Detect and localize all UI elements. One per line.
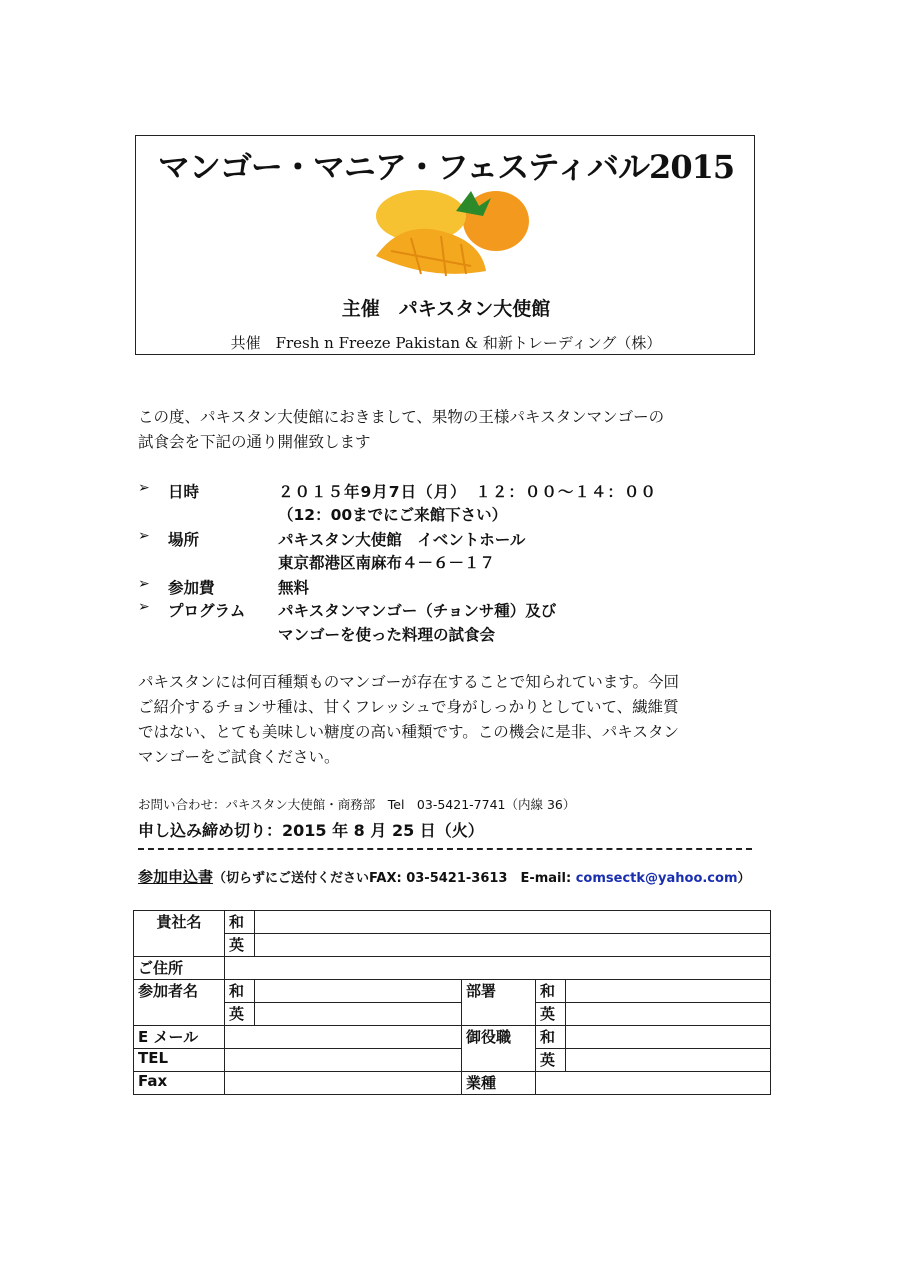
label-email: E メール — [134, 1026, 225, 1049]
mango-image — [361, 186, 531, 281]
description — [138, 670, 679, 770]
description-line: ではない、とても美味しい糖度の高い種類です。この機会に是非、パキスタン — [138, 723, 679, 741]
intro-line: 試食会を下記の通り開催致します — [138, 433, 371, 451]
arrow-icon: ➢ — [138, 576, 150, 592]
label-jp: 和 — [225, 980, 255, 1003]
label-participant: 参加者名 — [134, 980, 225, 1026]
detail-label: 参加費 — [168, 579, 215, 597]
field-industry[interactable] — [536, 1072, 771, 1095]
application-title: 参加申込書 — [138, 868, 214, 886]
application-form — [133, 910, 771, 1095]
contact: お問い合わせ：パキスタン大使館・商務部 Tel 03-5421-7741（内線 36） — [138, 797, 576, 812]
detail-label: プログラム — [168, 602, 246, 620]
detail-value: （12：00までにご来館下さい） — [278, 506, 508, 524]
field-department-jp[interactable] — [566, 980, 771, 1003]
application-note: （切らずにご送付くださいFAX: 03-5421-3613 E-mail: — [213, 871, 576, 886]
cut-line — [138, 848, 752, 850]
detail-value: マンゴーを使った料理の試食会 — [278, 626, 496, 644]
host: 主催 パキスタン大使館 — [341, 298, 551, 320]
paren-close: ） — [737, 871, 751, 886]
label-jp: 和 — [536, 1026, 566, 1049]
label-fax: Fax — [134, 1072, 225, 1095]
description-line: ご紹介するチョンサ種は、甘くフレッシュで身がしっかりとしていて、繊維質 — [138, 698, 679, 716]
label-jp: 和 — [536, 980, 566, 1003]
label-title: 御役職 — [462, 1026, 536, 1072]
field-title-en[interactable] — [566, 1049, 771, 1072]
detail-value: 無料 — [278, 579, 310, 597]
intro — [138, 405, 664, 455]
detail-value: パキスタン大使館 イベントホール — [278, 531, 526, 549]
detail-value: 東京都港区南麻布４－６－１７ — [278, 554, 496, 572]
field-participant-en[interactable] — [255, 1003, 462, 1026]
detail-value: パキスタンマンゴー（チョンサ種）及び — [278, 602, 557, 620]
intro-line: この度、パキスタン大使館におきまして、果物の王様パキスタンマンゴーの — [138, 408, 665, 426]
label-industry: 業種 — [462, 1072, 536, 1095]
deadline: 申し込み締め切り：2015 年 8 月 25 日（火） — [138, 821, 484, 840]
detail-label: 日時 — [168, 483, 200, 501]
label-en: 英 — [536, 1003, 566, 1026]
field-participant-jp[interactable] — [255, 980, 462, 1003]
field-address[interactable] — [225, 957, 771, 980]
field-company-jp[interactable] — [255, 911, 771, 934]
arrow-icon: ➢ — [138, 480, 150, 496]
field-company-en[interactable] — [255, 934, 771, 957]
application-line — [138, 866, 751, 887]
header-box — [135, 135, 755, 355]
arrow-icon: ➢ — [138, 528, 150, 544]
label-en: 英 — [225, 934, 255, 957]
label-en: 英 — [225, 1003, 255, 1026]
label-company: 貴社名 — [134, 911, 225, 957]
arrow-icon: ➢ — [138, 599, 150, 615]
label-jp: 和 — [225, 911, 255, 934]
label-address: ご住所 — [134, 957, 225, 980]
description-line: マンゴーをご試食ください。 — [138, 748, 340, 766]
field-department-en[interactable] — [566, 1003, 771, 1026]
field-tel[interactable] — [225, 1049, 462, 1072]
label-tel: TEL — [134, 1049, 225, 1072]
email-link[interactable]: comsectk@yahoo.com — [575, 871, 738, 886]
detail-value: ２０１５年9月7日（月） １２：００～１４：００ — [278, 483, 657, 501]
cohost: 共催 Fresh n Freeze Pakistan & 和新トレーディング（株） — [230, 334, 662, 352]
page-title: マンゴー・マニア・フェスティバル2015 — [157, 148, 735, 186]
field-email[interactable] — [225, 1026, 462, 1049]
label-department: 部署 — [462, 980, 536, 1026]
description-line: パキスタンには何百種類ものマンゴーが存在することで知られています。今回 — [138, 673, 679, 691]
field-fax[interactable] — [225, 1072, 462, 1095]
field-title-jp[interactable] — [566, 1026, 771, 1049]
detail-label: 場所 — [168, 531, 200, 549]
label-en: 英 — [536, 1049, 566, 1072]
